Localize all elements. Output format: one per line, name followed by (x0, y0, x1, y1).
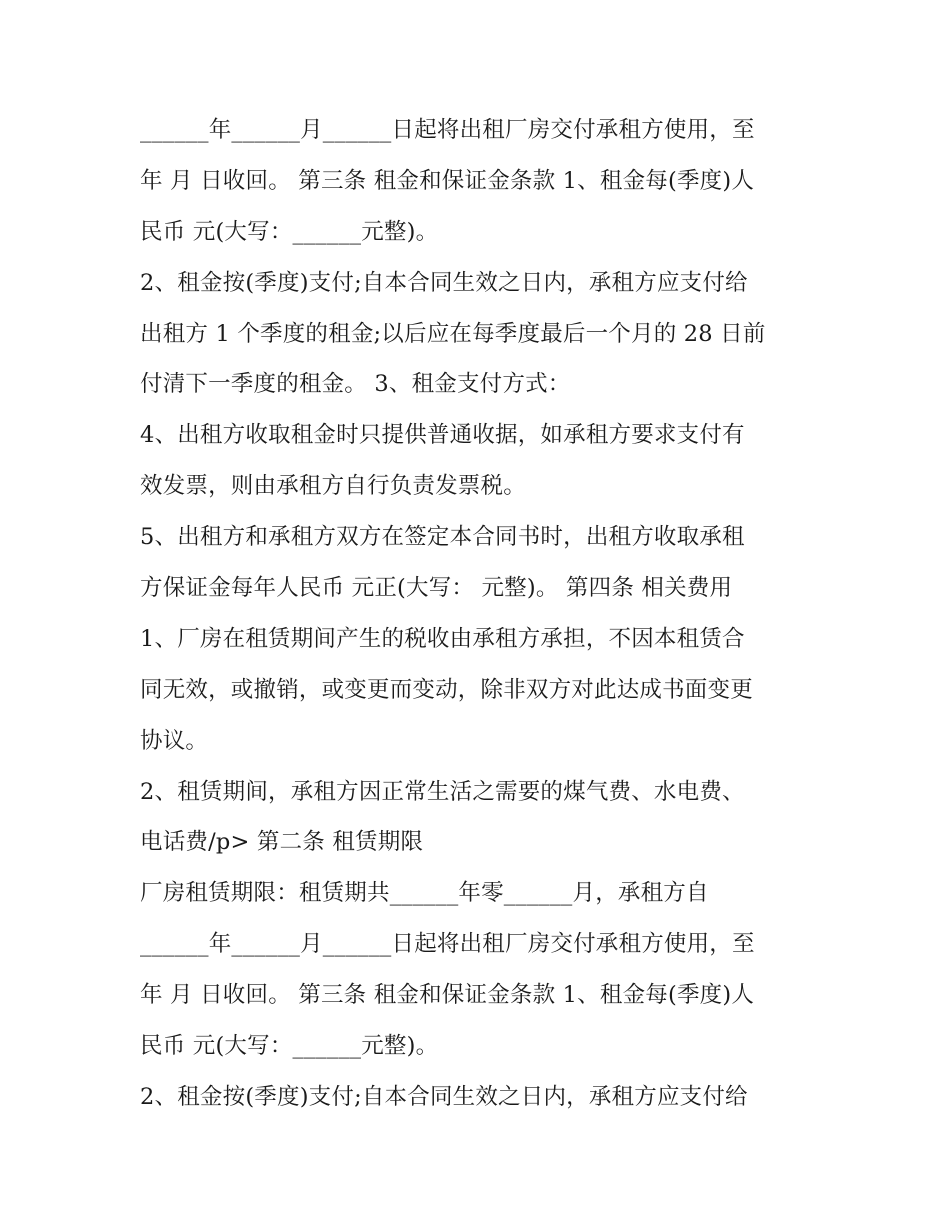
text-line: 年 月 日收回。 第三条 租金和保证金条款 1、租金每(季度)人 (140, 167, 755, 194)
text-line: 电话费/p> 第二条 租赁期限 (140, 829, 424, 856)
text-line: 付清下一季度的租金。 3、租金支付方式： (140, 371, 571, 398)
text-line: 出租方 1 个季度的租金;以后应在每季度最后一个月的 28 日前 (140, 320, 766, 347)
text-line: 2、租金按(季度)支付;自本合同生效之日内，承租方应支付给 (140, 1083, 748, 1110)
document-body (140, 105, 830, 1123)
text-line: 协议。 (140, 727, 209, 754)
text-line: 4、出租方收取租金时只提供普通收据，如承租方要求支付有 (140, 422, 745, 449)
text-line: 1、厂房在租赁期间产生的税收由承租方承担，不因本租赁合 (140, 625, 745, 652)
text-line: ______年______月______日起将出租厂房交付承租方使用，至 (140, 117, 755, 143)
text-line: 效发票，则由承租方自行负责发票税。 (140, 473, 526, 500)
text-line: ______年______月______日起将出租厂房交付承租方使用，至 (140, 931, 755, 958)
text-line: 民币 元(大写：______元整)。 (140, 1033, 439, 1060)
text-line: 年 月 日收回。 第三条 租金和保证金条款 1、租金每(季度)人 (140, 982, 755, 1009)
text-line: 方保证金每年人民币 元正(大写： 元整)。 第四条 相关费用 (140, 575, 733, 602)
text-line: 5、出租方和承租方双方在签定本合同书时，出租方收取承租 (140, 524, 745, 551)
text-line: 厂房租赁期限：租赁期共______年零______月，承租方自 (140, 880, 709, 907)
text-line: 2、租赁期间，承租方因正常生活之需要的煤气费、水电费、 (140, 778, 745, 805)
text-line: 民币 元(大写：______元整)。 (140, 218, 439, 245)
text-line: 2、租金按(季度)支付;自本合同生效之日内，承租方应支付给 (140, 269, 748, 296)
text-line: 同无效，或撤销，或变更而变动，除非双方对此达成书面变更 (140, 676, 753, 703)
